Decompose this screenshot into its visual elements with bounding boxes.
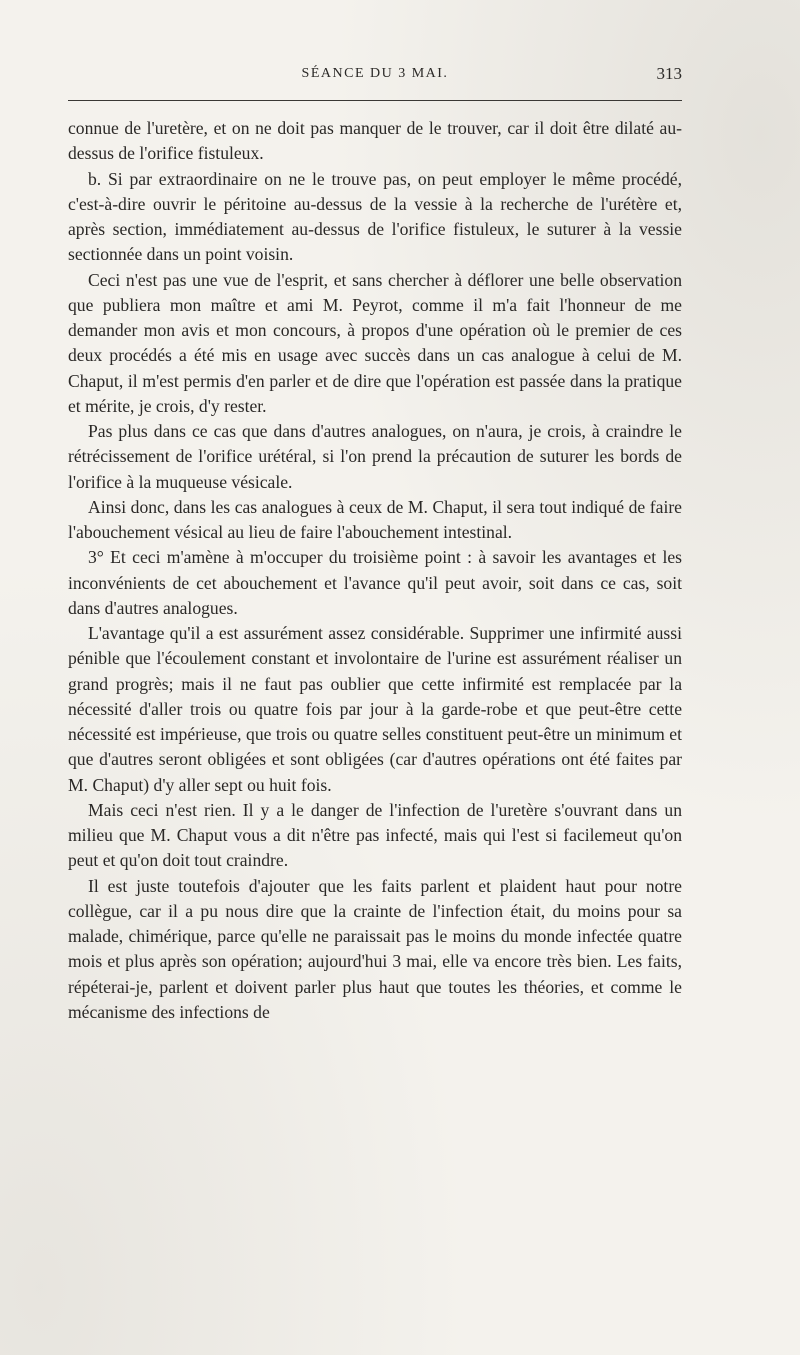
paragraph-retrecissement: Pas plus dans ce cas que dans d'autres analogues, on n'aura, je crois, à craindre le rétrécissement de l'orifice urétéral, si l'on prend la précaution de suturer les bords de l'orifice à la muqueuse vésicale.	[68, 421, 682, 492]
body-text	[68, 116, 682, 1025]
paragraph-ainsi-donc: Ainsi donc, dans les cas analogues à ceux de M. Chaput, il sera tout indiqué de faire l'abouchement vésical au lieu de faire l'abouchement intestinal.	[68, 496, 682, 542]
page-number: 313	[656, 64, 682, 83]
paragraph-faits: Il est juste toutefois d'ajouter que les faits parlent et plaident haut pour notre collègue, car il a pu nous dire que la crainte de l'infection était, du moins pour sa malade, chimérique, parce qu'elle ne paraissait pas le moins du monde infectée quatre mois et plus après son opération; aujourd'hui 3 mai, elle va encore très bien. Les faits, répéterai-je, parlent et doivent parler plus haut que toutes les théories, et comme le mécanisme des infections de	[68, 875, 682, 1022]
paragraph-troisieme-point: 3° Et ceci m'amène à m'occuper du troisième point : à savoir les avantages et les inconvénients de cet abouchement et l'avance qu'il peut avoir, soit dans ce cas, soit dans d'autres analogues.	[68, 547, 682, 618]
paragraph-b: b. Si par extraordinaire on ne le trouve pas, on peut employer le même procédé, c'est-à-dire ouvrir le péritoine au-dessus de la vessie à la recherche de l'urétère et, après section, immédiatement au-dessus de l'orifice fistuleux, le suturer à la vessie sectionnée dans un point voisin.	[68, 168, 682, 265]
page-header	[68, 62, 682, 92]
paragraph-avantage: L'avantage qu'il a est assurément assez considérable. Supprimer une infirmité aussi pénible que l'écoulement constant et involontaire de l'urine est assurément réaliser un grand progrès; mais il ne faut pas oublier que cette infirmité est remplacée par la nécessité d'aller trois ou quatre fois par jour à la garde-robe et que peut-être cette nécessité est impérieuse, que trois ou quatre selles constituent peut-être un minimum et que d'autres seront obligées et sont obligées (car d'autres opérations ont été faites par M. Chaput) d'y aller sept ou huit fois.	[68, 623, 682, 795]
paragraph-observation: Ceci n'est pas une vue de l'esprit, et sans chercher à déflorer une belle observation que publiera mon maître et ami M. Peyrot, comme il m'a fait l'honneur de me demander mon avis et mon concours, à propos d'une opération où le premier de ces deux procédés a été mis en usage avec succès dans un cas analogue à celui de M. Chaput, il m'est permis d'en parler et de dire que l'opération est passée dans la pratique et mérite, je crois, d'y rester.	[68, 269, 682, 416]
paragraph-infection: Mais ceci n'est rien. Il y a le danger de l'infection de l'uretère s'ouvrant dans un milieu que M. Chaput vous a dit n'être pas infecté, mais qui l'est si facilemeut qu'on peut et qu'on doit tout craindre.	[68, 799, 682, 871]
running-title: SÉANCE DU 3 MAI.	[301, 66, 449, 81]
header-rule	[68, 100, 682, 101]
paragraph-continuation: connue de l'uretère, et on ne doit pas manquer de le trouver, car il doit être dilaté au-dessus de l'orifice fistuleux.	[68, 118, 682, 164]
